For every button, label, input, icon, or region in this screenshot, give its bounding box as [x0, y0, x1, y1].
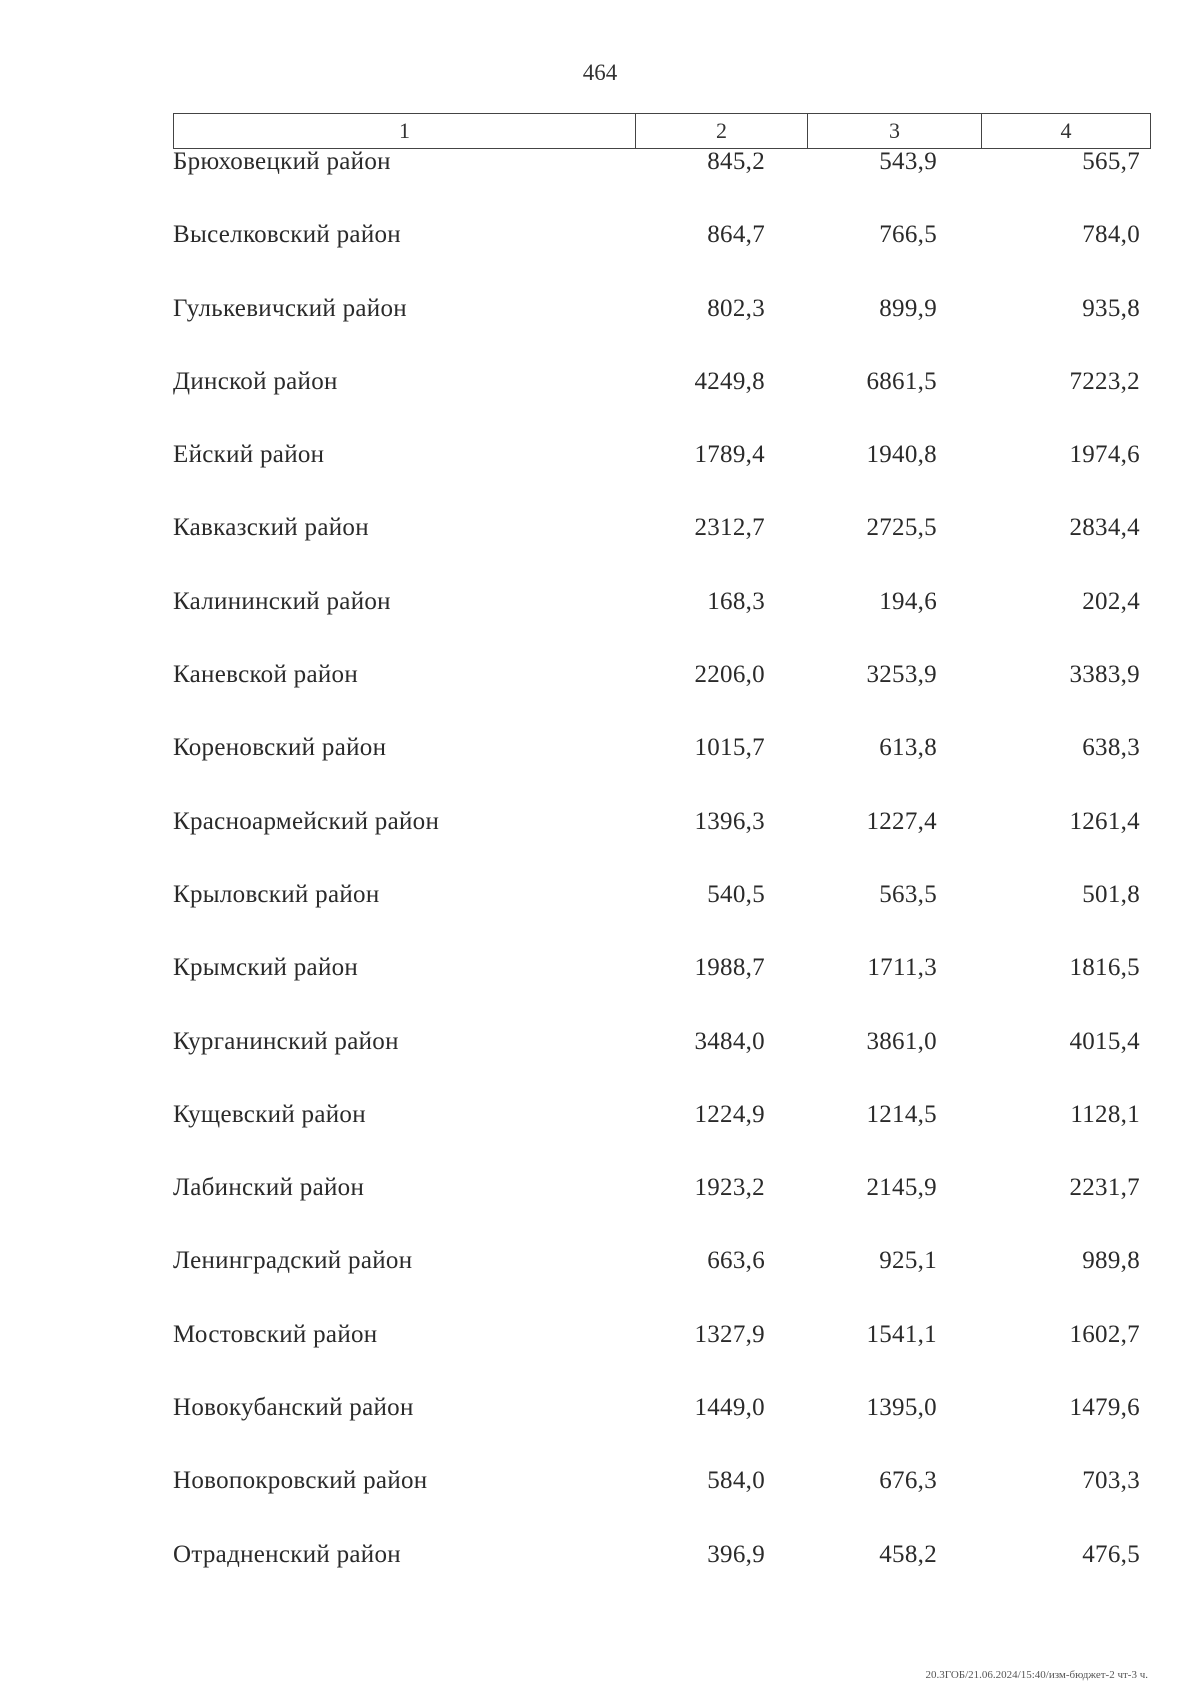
value-col-3: 3861,0	[866, 1027, 937, 1055]
value-col-2: 584,0	[707, 1467, 765, 1495]
value-col-3: 6861,5	[866, 367, 937, 395]
value-col-4: 784,0	[1082, 221, 1140, 249]
value-col-2: 1224,9	[694, 1100, 765, 1128]
district-name: Крымский район	[173, 954, 359, 982]
value-col-4: 703,3	[1082, 1467, 1140, 1495]
value-col-4: 2834,4	[1069, 514, 1140, 542]
table-row	[173, 881, 1146, 954]
value-col-3: 925,1	[879, 1247, 937, 1275]
value-col-3: 766,5	[879, 221, 937, 249]
value-col-4: 1602,7	[1069, 1320, 1140, 1348]
value-col-4: 476,5	[1082, 1540, 1140, 1568]
page-number: 464	[582, 60, 618, 85]
table-row	[173, 808, 1146, 881]
value-col-4: 1479,6	[1069, 1394, 1140, 1422]
value-col-3: 1711,3	[867, 954, 937, 982]
value-col-4: 935,8	[1082, 294, 1140, 322]
district-name: Кавказский район	[173, 514, 369, 542]
value-col-3: 1541,1	[866, 1320, 937, 1348]
table-row	[173, 954, 1146, 1027]
table-row	[173, 368, 1146, 441]
value-col-2: 864,7	[707, 221, 765, 249]
value-col-4: 565,7	[1082, 148, 1140, 175]
value-col-4: 1128,1	[1070, 1100, 1140, 1128]
table-row	[173, 514, 1146, 587]
district-name: Новопокровский район	[173, 1467, 428, 1495]
value-col-2: 663,6	[707, 1247, 765, 1275]
district-name: Кореновский район	[173, 734, 387, 762]
value-col-4: 4015,4	[1069, 1027, 1140, 1055]
header-col-2: 2	[636, 114, 808, 149]
value-col-3: 3253,9	[866, 661, 937, 689]
district-name: Динской район	[173, 367, 338, 395]
value-col-4: 989,8	[1082, 1247, 1140, 1275]
district-name: Ленинградский район	[173, 1247, 413, 1275]
value-col-3: 1395,0	[866, 1394, 937, 1422]
value-col-2: 845,2	[707, 148, 765, 175]
district-name: Крыловский район	[173, 880, 380, 908]
value-col-2: 1015,7	[694, 734, 765, 762]
value-col-4: 3383,9	[1069, 661, 1140, 689]
value-col-2: 396,9	[707, 1540, 765, 1568]
table-row	[173, 661, 1146, 734]
value-col-3: 613,8	[879, 734, 937, 762]
district-name: Кущевский район	[173, 1100, 366, 1128]
district-name: Мостовский район	[173, 1320, 378, 1348]
value-col-2: 2312,7	[694, 514, 765, 542]
value-col-3: 458,2	[879, 1540, 937, 1568]
value-col-2: 1988,7	[694, 954, 765, 982]
table-row	[173, 1101, 1146, 1174]
column-number-header	[173, 113, 1151, 149]
value-col-2: 3484,0	[694, 1027, 765, 1055]
value-col-4: 2231,7	[1069, 1174, 1140, 1202]
value-col-2: 1327,9	[694, 1320, 765, 1348]
value-col-3: 194,6	[879, 587, 937, 615]
value-col-2: 1923,2	[694, 1174, 765, 1202]
district-name: Калининский район	[173, 587, 391, 615]
value-col-3: 543,9	[879, 148, 937, 175]
table-row	[173, 441, 1146, 514]
value-col-3: 2145,9	[866, 1174, 937, 1202]
value-col-3: 563,5	[879, 880, 937, 908]
value-col-3: 1940,8	[866, 441, 937, 469]
district-table-body	[173, 148, 1146, 1614]
table-row	[173, 1467, 1146, 1540]
table-row	[173, 1028, 1146, 1101]
value-col-4: 501,8	[1082, 880, 1140, 908]
value-col-2: 1449,0	[694, 1394, 765, 1422]
table-row	[173, 1174, 1146, 1247]
value-col-4: 1974,6	[1069, 441, 1140, 469]
header-col-3: 3	[808, 114, 982, 149]
table-row	[173, 148, 1146, 221]
district-name: Каневской район	[173, 661, 359, 689]
value-col-3: 1214,5	[866, 1100, 937, 1128]
value-col-3: 676,3	[879, 1467, 937, 1495]
value-col-2: 4249,8	[694, 367, 765, 395]
table-row	[173, 221, 1146, 294]
table-row	[173, 1247, 1146, 1320]
table-row	[173, 588, 1146, 661]
table-row	[173, 734, 1146, 807]
header-col-4: 4	[982, 114, 1151, 149]
district-name: Лабинский район	[173, 1174, 365, 1202]
value-col-2: 2206,0	[694, 661, 765, 689]
header-col-1: 1	[174, 114, 636, 149]
value-col-3: 1227,4	[866, 807, 937, 835]
value-col-4: 1816,5	[1069, 954, 1140, 982]
district-name: Курганинский район	[173, 1027, 399, 1055]
district-name: Отрадненский район	[173, 1540, 401, 1568]
table-row	[173, 1321, 1146, 1394]
district-name: Новокубанский район	[173, 1394, 414, 1422]
table-row	[173, 1394, 1146, 1467]
table-row	[173, 1541, 1146, 1614]
value-col-4: 202,4	[1082, 587, 1140, 615]
district-name: Брюховецкий район	[173, 148, 391, 175]
district-name: Выселковский район	[173, 221, 401, 249]
value-col-2: 1789,4	[694, 441, 765, 469]
value-col-4: 1261,4	[1069, 807, 1140, 835]
district-name: Красноармейский район	[173, 807, 440, 835]
value-col-4: 638,3	[1082, 734, 1140, 762]
document-footer-code: 20.3ГОБ/21.06.2024/15:40/изм-бюджет-2 чт-3 ч.	[925, 1669, 1148, 1681]
value-col-2: 168,3	[707, 587, 765, 615]
value-col-2: 802,3	[707, 294, 765, 322]
table-row	[173, 295, 1146, 368]
value-col-2: 1396,3	[694, 807, 765, 835]
value-col-3: 899,9	[879, 294, 937, 322]
district-name: Гулькевичский район	[173, 294, 407, 322]
value-col-2: 540,5	[707, 880, 765, 908]
value-col-4: 7223,2	[1069, 367, 1140, 395]
district-name: Ейский район	[173, 441, 325, 469]
value-col-3: 2725,5	[866, 514, 937, 542]
